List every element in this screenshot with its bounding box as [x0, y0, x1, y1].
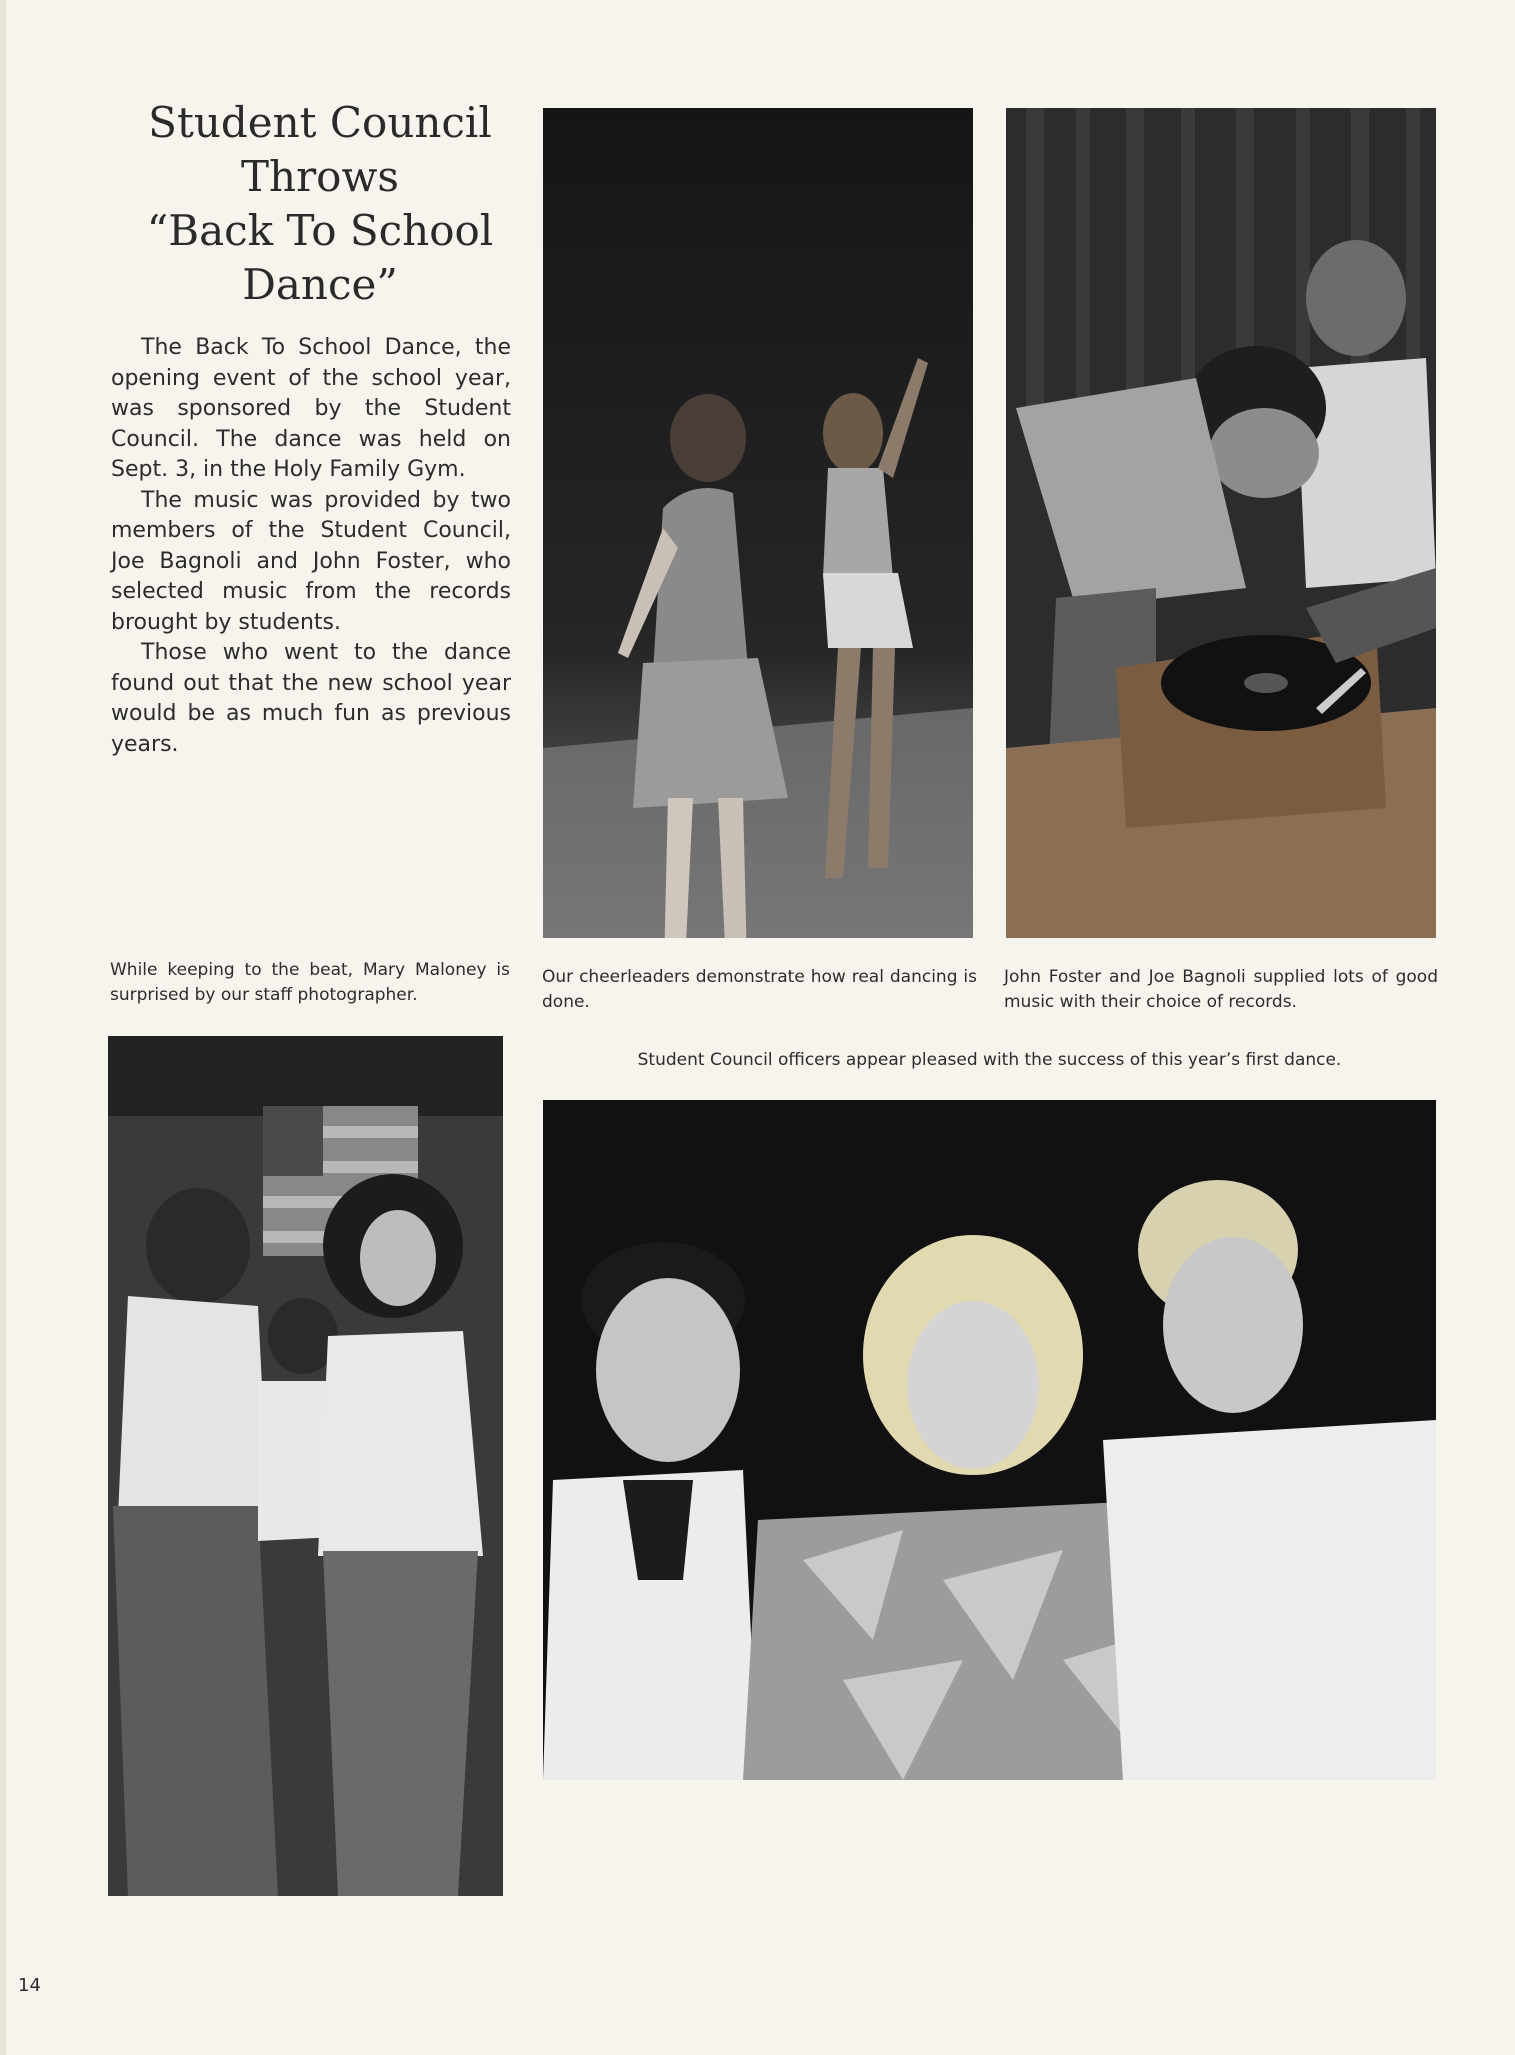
headline-line-1: Student Council: [148, 98, 492, 147]
photo-mary: [108, 1036, 503, 1896]
photo-officers: [543, 1100, 1436, 1780]
photo-cheerleaders: [543, 108, 973, 938]
article-paragraph-2: The music was provided by two members of the Student Council, Joe Bagnoli and John Foster, who selected music from the records brought by students.: [111, 487, 511, 635]
article-headline: [105, 96, 535, 312]
page-number: 14: [18, 1975, 41, 1996]
article-body: [111, 333, 511, 760]
caption-records: John Foster and Joe Bagnoli supplied lots of good music with their choice of records.: [1004, 967, 1438, 1012]
photo-records: [1006, 108, 1436, 938]
article-paragraph-1: The Back To School Dance, the opening event of the school year, was sponsored by the Student Council. The dance was held on Sept. 3, in the Holy Family Gym.: [111, 335, 511, 482]
headline-line-2: Throws: [241, 152, 399, 201]
article-paragraph-3: Those who went to the dance found out that the new school year would be as much fun as previous years.: [111, 640, 511, 757]
caption-cheerleaders: Our cheerleaders demonstrate how real dancing is done.: [542, 967, 977, 1012]
headline-line-4: Dance”: [242, 260, 398, 309]
headline-line-3: “Back To School: [146, 206, 494, 255]
caption-mary: While keeping to the beat, Mary Maloney is surprised by our staff photographer.: [110, 960, 510, 1005]
caption-officers: Student Council officers appear pleased with the success of this year’s first dance.: [637, 1050, 1342, 1070]
